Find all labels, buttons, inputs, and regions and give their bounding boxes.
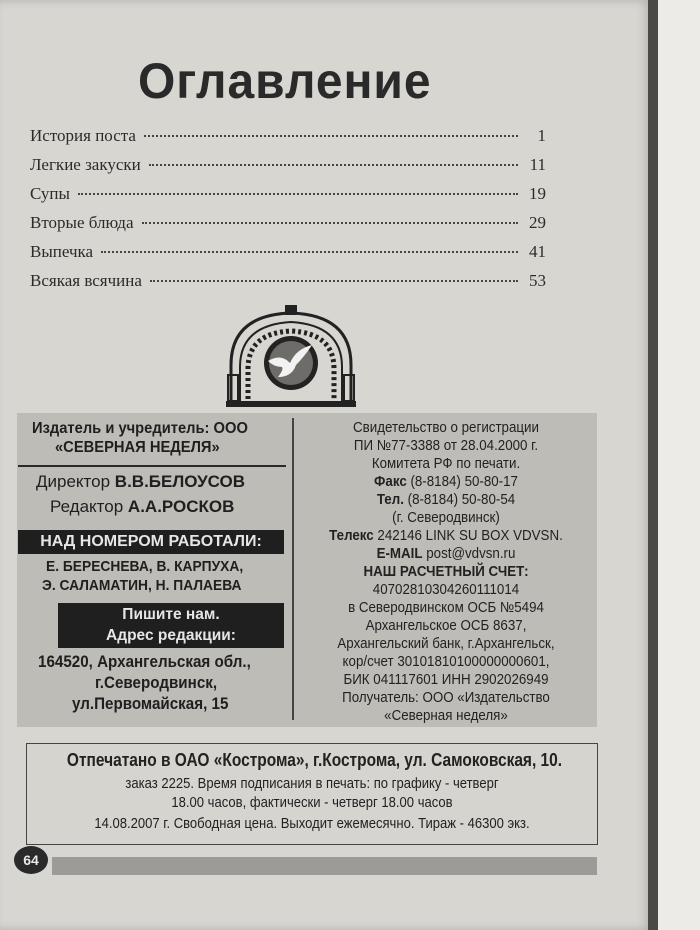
toc-entry[interactable] [30,213,546,242]
toc-entry[interactable] [30,184,546,213]
toc-entry-page: 1 [537,126,546,145]
toc-entry-label: Выпечка [30,242,94,261]
page-number-badge: 64 [14,846,48,874]
toc-entry-label: Всякая всячина [30,271,142,290]
page-edge-shadow [648,0,658,930]
address-line-2: г.Северодвинск, [95,674,218,692]
toc-entry[interactable] [30,271,546,300]
staff-line-2: Э. САЛАМАТИН, Н. ПАЛАЕВА [42,577,242,594]
telex-label: Телекс [329,528,374,544]
toc-entry-page: 11 [529,155,546,174]
toc-leader-dots [101,251,518,253]
address-line-3: ул.Первомайская, 15 [72,695,229,713]
fax-number: (8-8184) 50-80-17 [410,474,518,490]
telex-value: 242146 LINK SU BOX VDVSN. [377,528,563,544]
phone-label: Тел. [376,492,404,508]
city-line: (г. Северодвинск) [392,510,500,526]
email-row [308,546,584,562]
registration-line-2: ПИ №77-3388 от 28.04.2000 г. [353,438,539,454]
bank-line-2: Архангельское ОСБ 8637, [365,618,527,634]
toc-entry-page: 53 [529,271,546,290]
dove-emblem-icon [226,305,356,407]
account-header: НАШ РАСЧЕТНЫЙ СЧЕТ: [363,564,529,580]
toc-entry-label: Легкие закуски [30,155,141,174]
write-to-us-line-2: Адрес редакции: [106,627,236,644]
toc-leader-dots [142,222,518,224]
director-row [36,472,245,492]
toc-leader-dots [149,164,518,166]
toc-entry-page: 29 [529,213,546,232]
fax-label: Факс [374,474,407,490]
email-link[interactable]: post@vdvsn.ru [426,546,516,562]
editor-name: А.А.РОСКОВ [127,497,235,516]
registration-line-3: Комитета РФ по печати. [371,456,521,472]
printing-line-2: заказ 2225. Время подписания в печать: по графику - четверг [125,776,499,792]
editor-row [50,497,234,517]
printing-line-1: Отпечатано в ОАО «Кострома», г.Кострома, ул. Самоковская, 10. [66,750,563,770]
toc-entry[interactable] [30,242,546,271]
toc-leader-dots [150,280,518,282]
toc-leader-dots [78,193,518,195]
director-label: Директор [36,472,111,491]
director-name: В.В.БЕЛОУСОВ [114,472,246,491]
toc-entry-label: Супы [30,184,70,203]
editor-label: Редактор [50,497,124,516]
write-to-us-box [58,603,284,648]
footer-bar [52,857,597,875]
staff-header: НАД НОМЕРОМ РАБОТАЛИ: [18,530,284,554]
toc-entry-label: История поста [30,126,136,145]
printing-line-3: 18.00 часов, фактически - четверг 18.00 часов [171,795,453,811]
registration-line-1: Свидетельство о регистрации [353,420,539,436]
toc-entry[interactable] [30,155,546,184]
recipient-line-1: Получатель: ООО «Издательство [342,690,550,706]
bank-line-5: БИК 041117601 ИНН 2902026949 [343,672,549,688]
bank-line-3: Архангельский банк, г.Архангельск, [337,636,555,652]
phone-number: (8-8184) 50-80-54 [407,492,516,508]
account-number: 40702810304260111014 [372,582,520,598]
telex-row [308,528,584,544]
address-line-1: 164520, Архангельская обл., [38,653,251,671]
table-of-contents [30,126,546,300]
divider [18,465,286,467]
printing-line-4: 14.08.2007 г. Свободная цена. Выходит ежемесячно. Тираж - 46300 экз. [94,816,530,832]
toc-leader-dots [144,135,518,137]
recipient-line-2: «Северная неделя» [384,708,508,724]
fax-row [308,474,584,490]
printing-info-box [26,743,598,845]
staff-line-1: Е. БЕРЕСНЕВА, В. КАРПУХА, [46,558,244,575]
phone-row [308,492,584,508]
toc-entry[interactable] [30,126,546,155]
email-label: E-MAIL [376,546,423,562]
publisher-line-1: Издатель и учредитель: ООО [32,420,248,437]
toc-entry-page: 41 [529,242,546,261]
write-to-us-line-1: Пишите нам. [122,606,220,623]
toc-entry-label: Вторые блюда [30,213,134,232]
publisher-line-2: «СЕВЕРНАЯ НЕДЕЛЯ» [55,439,220,456]
bank-line-1: в Северодвинском ОСБ №5494 [348,600,544,616]
page-title: Оглавление [138,53,432,109]
bank-line-4: кор/счет 30101810100000000601, [342,654,550,670]
column-divider [292,418,294,720]
toc-entry-page: 19 [529,184,546,203]
